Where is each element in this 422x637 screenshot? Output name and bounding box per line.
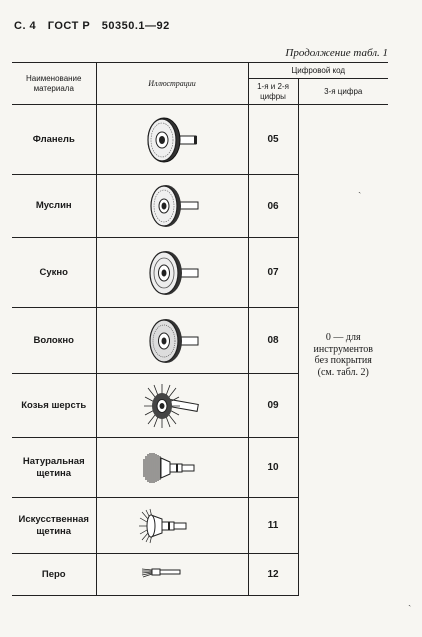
scan-mark: ˏ: [408, 596, 412, 607]
header-material-name: Наименование материала: [12, 63, 96, 105]
page-number: С. 4: [14, 20, 37, 32]
wheel-disc-icon: [96, 175, 248, 238]
code-digits-1-2: 06: [248, 175, 298, 238]
wheel-disc-icon: [96, 105, 248, 175]
cup-brush-icon: [96, 498, 248, 554]
table-row: [12, 105, 388, 175]
material-name: Искусственная щетина: [12, 498, 96, 554]
code-digits-1-2: 05: [248, 105, 298, 175]
code-digits-1-2: 11: [248, 498, 298, 554]
standard-number: 50350.1—92: [101, 20, 170, 32]
code-digits-1-2: 09: [248, 374, 298, 438]
header-digits-1-2: 1-я и 2-я цифры: [248, 79, 298, 105]
code-digits-1-2: 07: [248, 238, 298, 308]
feather-brush-icon: [96, 554, 248, 596]
material-name: Натуральная щетина: [12, 438, 96, 498]
wire-wheel-icon: [96, 374, 248, 438]
header-illustrations: Иллюстрации: [96, 63, 248, 105]
material-name: Муслин: [12, 175, 96, 238]
material-name: Волокно: [12, 308, 96, 374]
materials-table: [12, 62, 388, 596]
cup-brush-icon: [96, 438, 248, 498]
page-header: [14, 20, 178, 32]
code-digits-1-2: 10: [248, 438, 298, 498]
code-digits-1-2: 12: [248, 554, 298, 596]
scan-mark: ˏ: [358, 183, 362, 194]
material-name: Фланель: [12, 105, 96, 175]
header-digital-code: Цифровой код: [248, 63, 388, 79]
standard-label: ГОСТ Р: [47, 20, 91, 32]
material-name: Сукно: [12, 238, 96, 308]
code-digit-3-note: 0 — для инструментов без покрытия (см. табл. 2): [298, 105, 388, 596]
material-name: Перо: [12, 554, 96, 596]
wheel-disc-icon: [96, 308, 248, 374]
wheel-disc-icon: [96, 238, 248, 308]
material-name: Козья шерсть: [12, 374, 96, 438]
table-continuation-caption: Продолжение табл. 1: [285, 47, 388, 59]
code-digits-1-2: 08: [248, 308, 298, 374]
header-digit-3: 3-я цифра: [298, 79, 388, 105]
